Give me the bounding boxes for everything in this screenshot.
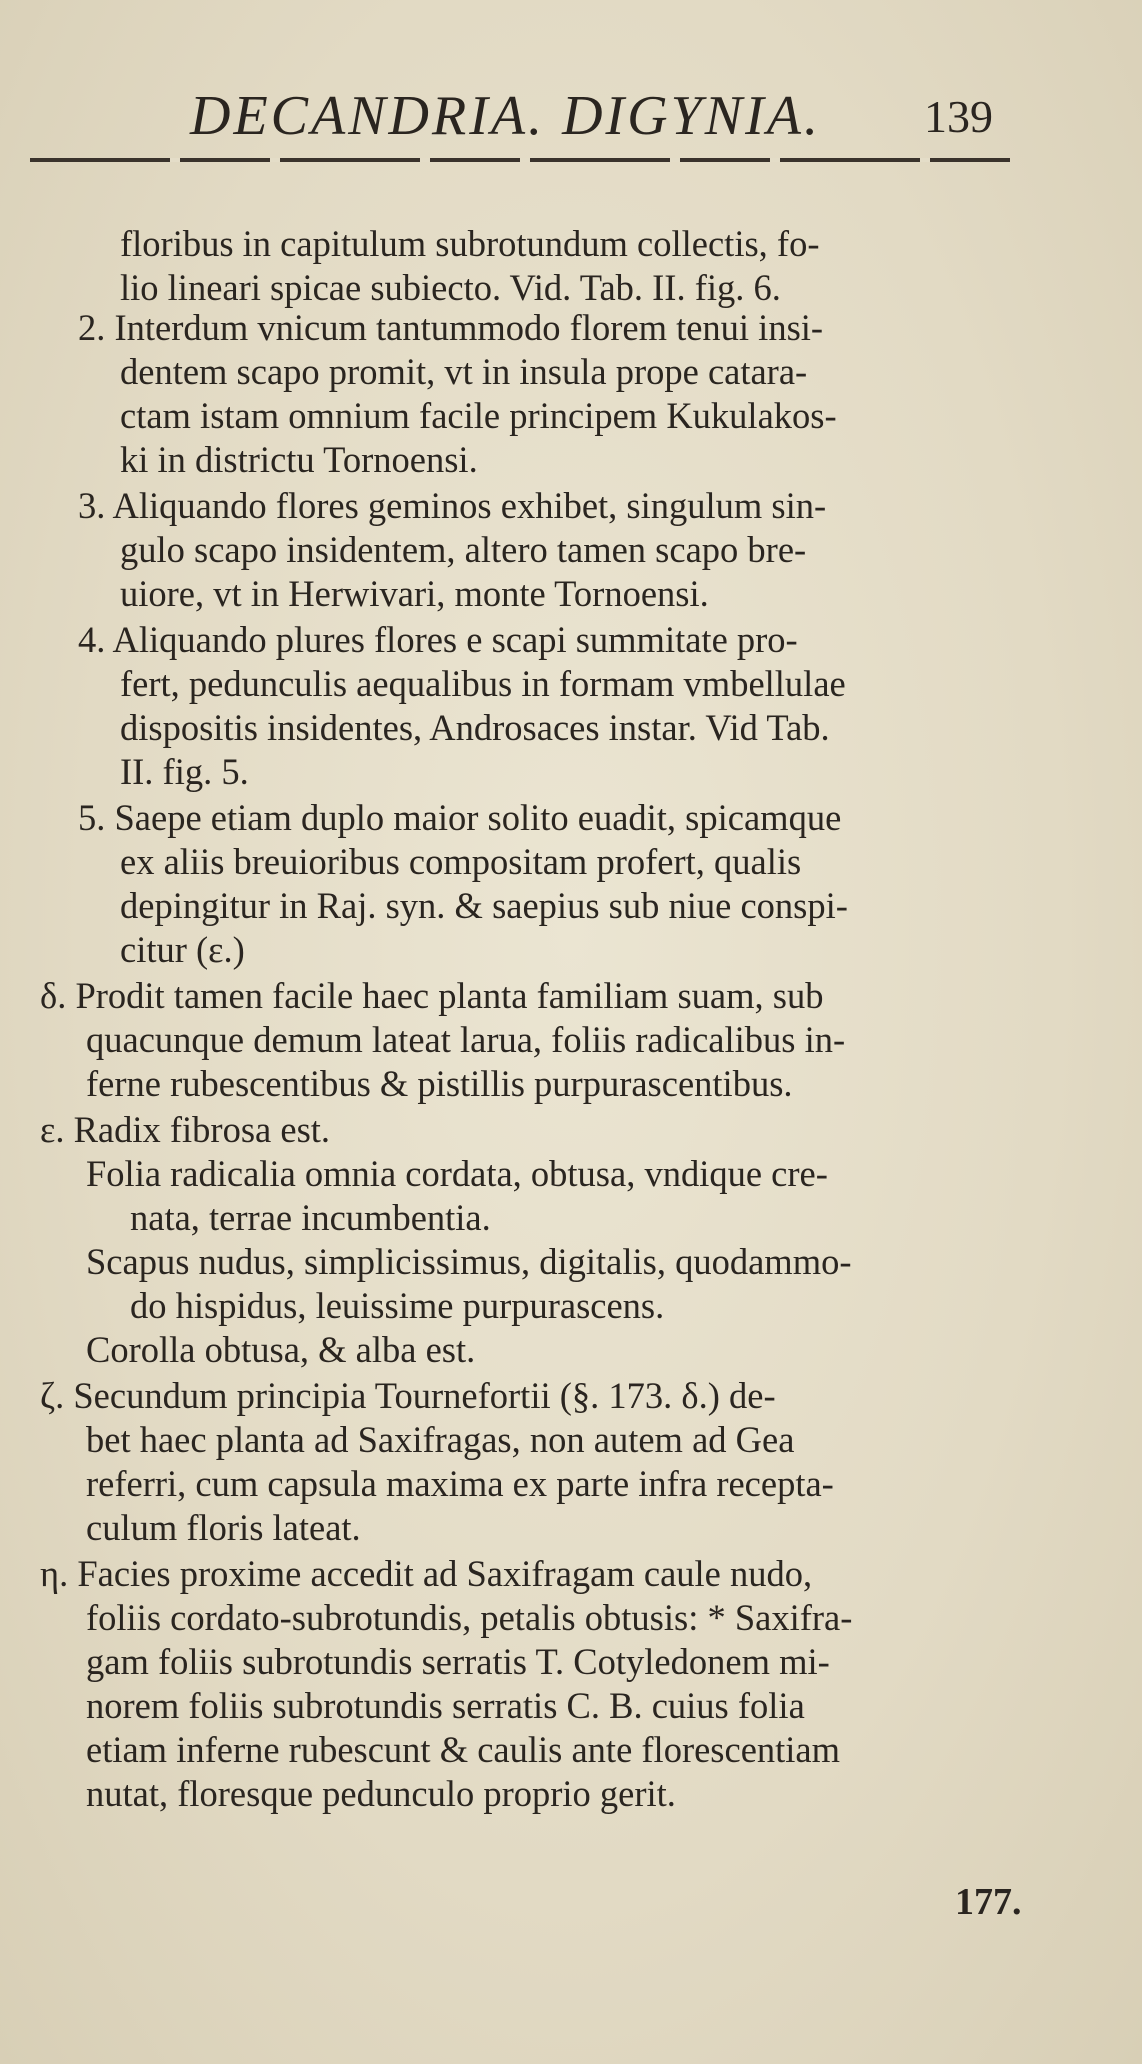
text-line: II. fig. 5.: [120, 751, 249, 792]
text-line: lio lineari spicae subiecto. Vid. Tab. II. fig. 6.: [120, 267, 781, 308]
page-number: 139: [924, 91, 993, 142]
running-head-title: DECANDRIA. DIGYNIA.: [190, 85, 821, 147]
text-line: norem foliis subrotundis serratis C. B. cuius folia: [86, 1685, 805, 1726]
text-line: citur (ε.): [120, 929, 245, 970]
text-line: 3. Aliquando flores geminos exhibet, singulum sin-: [78, 485, 827, 526]
text-line: 4. Aliquando plures flores e scapi summitate pro-: [78, 619, 798, 660]
text-line: depingitur in Raj. syn. & saepius sub niue conspi-: [120, 885, 848, 926]
header-rule: [30, 158, 1010, 162]
text-line: referri, cum capsula maxima ex parte infra recepta-: [86, 1463, 834, 1504]
text-line: quacunque demum lateat larua, foliis radicalibus in-: [86, 1019, 846, 1060]
text-line: uiore, vt in Herwivari, monte Tornoensi.: [120, 573, 709, 614]
text-line: η. Facies proxime accedit ad Saxifragam caule nudo,: [40, 1553, 813, 1594]
text-line: ex aliis breuioribus compositam profert, qualis: [120, 841, 802, 882]
text-line: Corolla obtusa, & alba est.: [86, 1329, 476, 1370]
text-line: 5. Saepe etiam duplo maior solito euadit, spicamque: [78, 797, 842, 838]
text-line: dispositis insidentes, Androsaces instar. Vid Tab.: [120, 707, 830, 748]
text-line: ki in districtu Tornoensi.: [120, 439, 478, 480]
text-line: δ. Prodit tamen facile haec planta familiam suam, sub: [40, 975, 824, 1016]
text-line: 2. Interdum vnicum tantummodo florem tenui insi-: [78, 307, 824, 348]
text-line: Scapus nudus, simplicissimus, digitalis, quodammo-: [86, 1241, 852, 1282]
text-line: culum floris lateat.: [86, 1507, 361, 1548]
text-line: nutat, floresque pedunculo proprio gerit.: [86, 1773, 676, 1814]
text-line: foliis cordato-subrotundis, petalis obtusis: * Saxifra-: [86, 1597, 853, 1638]
text-line: ferne rubescentibus & pistillis purpurascentibus.: [86, 1063, 793, 1104]
text-line: etiam inferne rubescunt & caulis ante florescentiam: [86, 1729, 841, 1770]
text-line: fert, pedunculis aequalibus in formam vmbellulae: [120, 663, 846, 704]
catchword: 177.: [955, 1881, 1022, 1923]
text-line: bet haec planta ad Saxifragas, non autem ad Gea: [86, 1419, 795, 1460]
text-line: ε. Radix fibrosa est.: [40, 1109, 331, 1150]
text-line: ζ. Secundum principia Tournefortii (§. 173. δ.) de-: [40, 1375, 776, 1416]
text-line: do hispidus, leuissime purpurascens.: [130, 1285, 665, 1326]
text-line: Folia radicalia omnia cordata, obtusa, vndique cre-: [86, 1153, 828, 1194]
text-line: gam foliis subrotundis serratis T. Cotyledonem mi-: [86, 1641, 830, 1682]
text-line: gulo scapo insidentem, altero tamen scapo bre-: [120, 529, 807, 570]
text-line: dentem scapo promit, vt in insula prope catara-: [120, 351, 808, 392]
text-line: ctam istam omnium facile principem Kukulakos-: [120, 395, 837, 436]
text-line: floribus in capitulum subrotundum collectis, fo-: [120, 223, 820, 264]
text-line: nata, terrae incumbentia.: [130, 1197, 491, 1238]
